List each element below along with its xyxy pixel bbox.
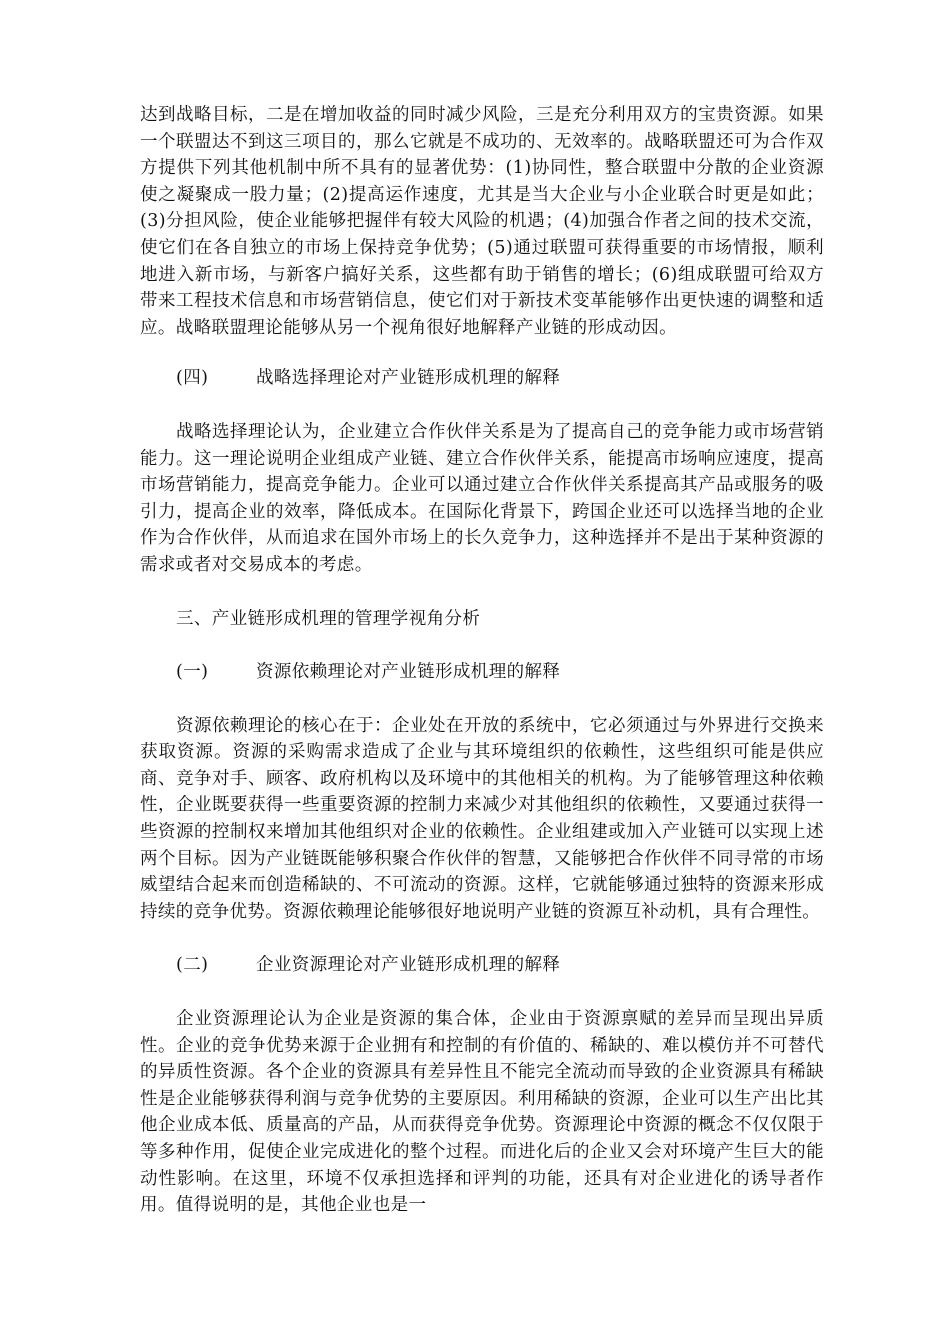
heading-firm-resource xyxy=(140,952,824,979)
paragraph-strategic-choice: 战略选择理论认为，企业建立合作伙伴关系是为了提高自己的竞争能力或市场营销能力。这一理论说明企业组成产业链、建立合作伙伴关系，能提高市场响应速度，提高市场营销能力，提高竞争能力。企业可以通过建立合作伙伴关系提高其产品或服务的吸引力，提高企业的效率，降低成本。在国际化背景下，跨国企业还可以选择当地的企业作为合作伙伴，从而追求在国外市场上的长久竞争力，这种选择并不是出于某种资源的需求或者对交易成本的考虑。 xyxy=(140,421,824,575)
section-heading-management: 三、产业链形成机理的管理学视角分析 xyxy=(176,608,481,629)
heading-title: 资源依赖理论对产业链形成机理的解释 xyxy=(256,662,561,683)
heading-title: 企业资源理论对产业链形成机理的解释 xyxy=(256,955,561,976)
heading-number: (四) xyxy=(176,368,209,389)
heading-resource-dependence xyxy=(140,659,824,686)
heading-strategic-choice xyxy=(140,365,824,392)
heading-number: (二) xyxy=(176,955,209,976)
paragraph-resource-dependence: 资源依赖理论的核心在于：企业处在开放的系统中，它必须通过与外界进行交换来获取资源。资源的采购需求造成了企业与其环境组织的依赖性，这些组织可能是供应商、竞争对手、顾客、政府机构以及环境中的其他相关的机构。为了能够管理这种依赖性，企业既要获得一些重要资源的控制力来减少对其他组织的依赖性，又要通过获得一些资源的控制权来增加其他组织对企业的依赖性。企业组建或加入产业链可以实现上述两个目标。因为产业链既能够积聚合作伙伴的智慧，又能够把合作伙伴不同寻常的市场威望结合起来而创造稀缺的、不可流动的资源。这样，它就能够通过独特的资源来形成持续的竞争优势。资源依赖理论能够很好地说明产业链的资源互补动机，具有合理性。 xyxy=(140,715,824,922)
heading-title: 战略选择理论对产业链形成机理的解释 xyxy=(256,368,561,389)
document-page xyxy=(140,102,824,1219)
heading-number: (一) xyxy=(176,662,209,683)
paragraph-firm-resource: 企业资源理论认为企业是资源的集合体，企业由于资源禀赋的差异而呈现出异质性。企业的竞争优势来源于企业拥有和控制的有价值的、稀缺的、难以模仿并不可替代的异质性资源。各个企业的资源具有差异性且不能完全流动而导致的企业资源具有稀缺性是企业能够获得利润与竞争优势的主要原因。利用稀缺的资源，企业可以生产出比其他企业成本低、质量高的产品，从而获得竞争优势。资源理论中资源的概念不仅仅限于等多种作用，促使企业完成进化的整个过程。而进化后的企业又会对环境产生巨大的能动性影响。在这里，环境不仅承担选择和评判的功能，还具有对企业进化的诱导者作用。值得说明的是，其他企业也是一 xyxy=(140,1009,824,1216)
paragraph-strategic-alliance: 达到战略目标，二是在增加收益的同时减少风险，三是充分利用双方的宝贵资源。如果一个联盟达不到这三项目的，那么它就是不成功的、无效率的。战略联盟还可为合作双方提供下列其他机制中所不具有的显著优势：(1)协同性，整合联盟中分散的企业资源使之凝聚成一股力量；(2)提高运作速度，尤其是当大企业与小企业联合时更是如此；(3)分担风险，使企业能够把握伴有较大风险的机遇；(4)加强合作者之间的技术交流，使它们在各自独立的市场上保持竞争优势；(5)通过联盟可获得重要的市场情报，顺利地进入新市场，与新客户搞好关系，这些都有助于销售的增长；(6)组成联盟可给双方带来工程技术信息和市场营销信息，使它们对于新技术变革能够作出更快速的调整和适应。战略联盟理论能够从另一个视角很好地解释产业链的形成动因。 xyxy=(140,105,824,338)
